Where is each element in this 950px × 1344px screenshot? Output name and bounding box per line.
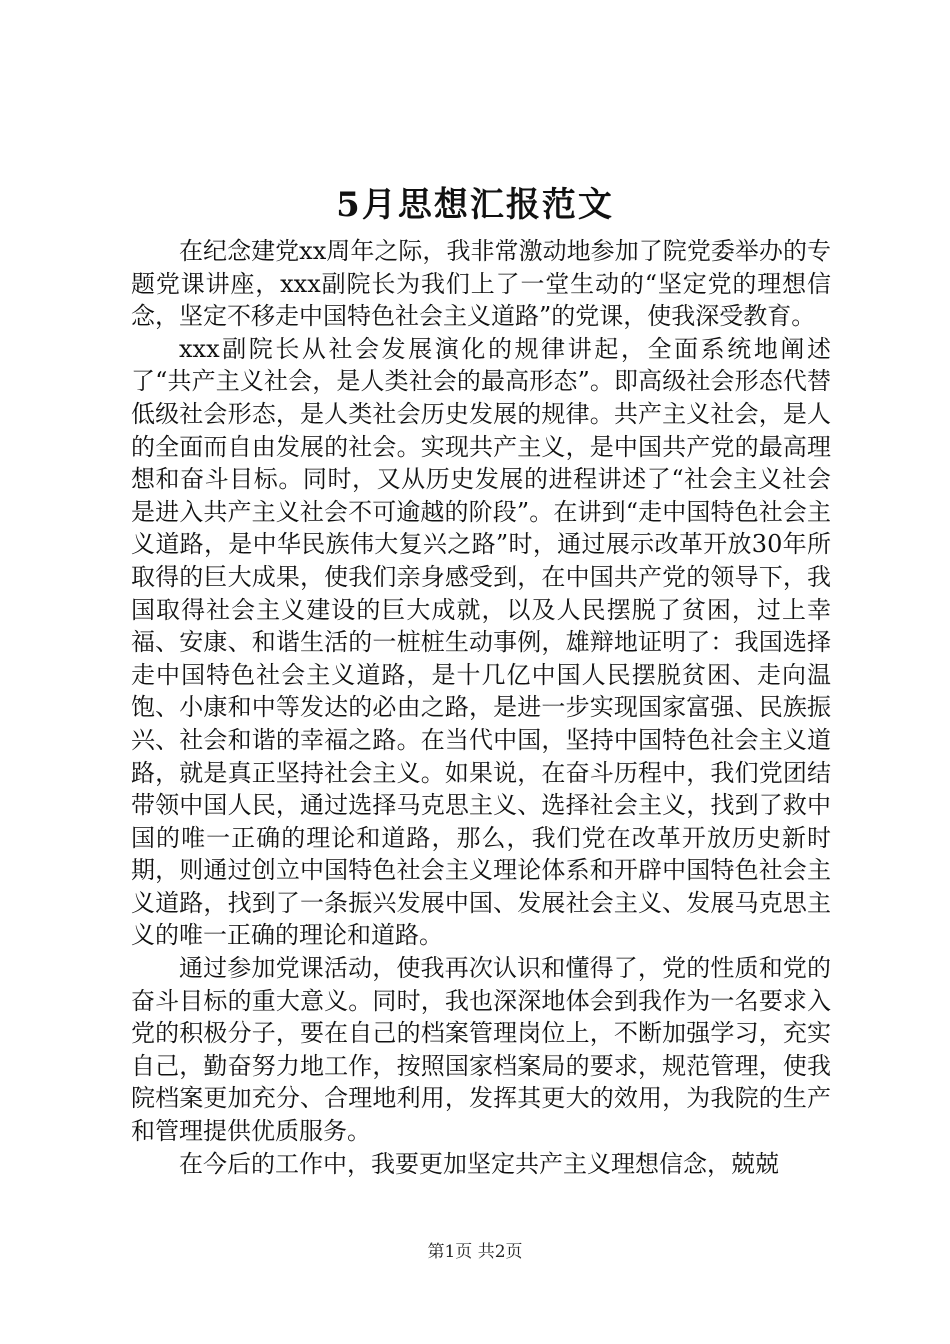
paragraph: 在今后的工作中，我要更加坚定共产主义理想信念，兢兢 <box>179 1149 779 1178</box>
document-body <box>131 235 831 1180</box>
paragraph: xxx副院长从社会发展演化的规律讲起，全面系统地阐述了“共产主义社会，是人类社会的最高形态”。即高级社会形态代替低级社会形态，是人类社会历史发展的规律。共产主义社会，是人的全面而自由发展的社会。实现共产主义，是中国共产党的最高理想和奋斗目标。同时，又从历史发展的进程讲述了“社会主义社会是进入共产主义社会不可逾越的阶段”。在讲到“走中国特色社会主义道路，是中华民族伟大复兴之路”时，通过展示改革开放30年所取得的巨大成果，使我们亲身感受到，在中国共产党的领导下，我国取得社会主义建设的巨大成就，以及人民摆脱了贫困，过上幸福、安康、和谐生活的一桩桩生动事例，雄辩地证明了：我国选择走中国特色社会主义道路，是十几亿中国人民摆脱贫困、走向温饱、小康和中等发达的必由之路，是进一步实现国家富强、民族振兴、社会和谐的幸福之路。在当代中国，坚持中国特色社会主义道路，就是真正坚持社会主义。如果说，在奋斗历程中，我们党团结带领中国人民，通过选择马克思主义、选择社会主义，找到了救中国的唯一正确的理论和道路，那么，我们党在改革开放历史新时期，则通过创立中国特色社会主义理论体系和开辟中国特色社会主义道路，找到了一条振兴发展中国、发展社会主义、发展马克思主义的唯一正确的理论和道路。 <box>131 334 831 950</box>
paragraph: 通过参加党课活动，使我再次认识和懂得了，党的性质和党的奋斗目标的重大意义。同时，我也深深地体会到我作为一名要求入党的积极分子，要在自己的档案管理岗位上，不断加强学习，充实自己，勤奋努力地工作，按照国家档案局的要求，规范管理，使我院档案更加充分、合理地利用，发挥其更大的效用，为我院的生产和管理提供优质服务。 <box>131 954 831 1146</box>
page-footer: 第1页 共2页 <box>427 1242 523 1262</box>
paragraph: 在纪念建党xx周年之际，我非常激动地参加了院党委举办的专题党课讲座，xxx副院长为我们上了一堂生动的“坚定党的理想信念，坚定不移走中国特色社会主义道路”的党课，使我深受教育。 <box>131 237 831 331</box>
page-title: 5月思想汇报范文 <box>336 185 614 225</box>
